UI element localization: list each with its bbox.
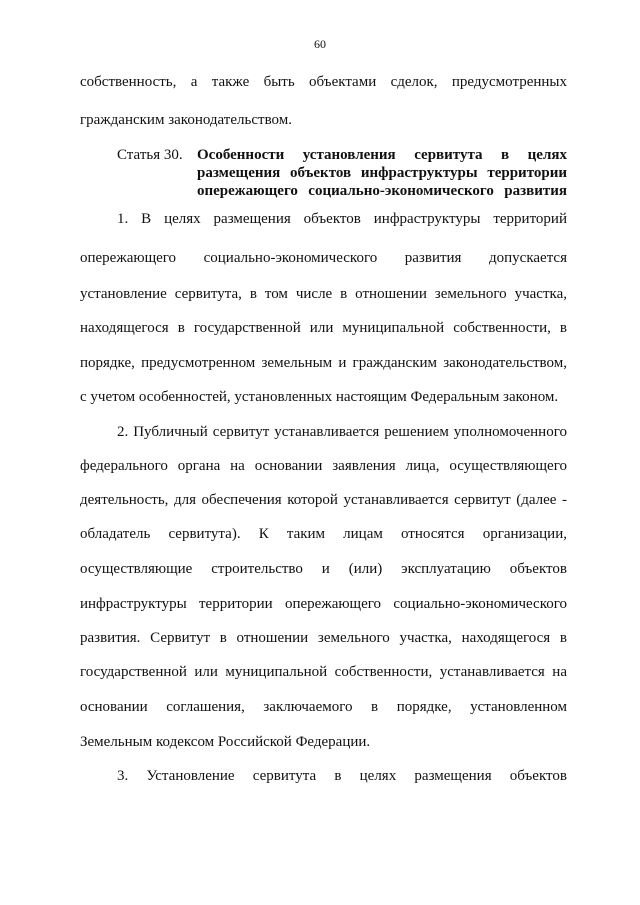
text-line: деятельность, для обеспечения которой устанавливается сервитут (далее - xyxy=(80,492,567,508)
text-line: федерального органа на основании заявления лица, осуществляющего xyxy=(80,458,567,474)
text-line: собственность, а также быть объектами сделок, предусмотренных xyxy=(80,74,567,90)
text-line: установление сервитута, в том числе в отношении земельного участка, xyxy=(80,286,567,302)
text-line: с учетом особенностей, установленных настоящим Федеральным законом. xyxy=(80,389,559,405)
article-label: Статья 30. xyxy=(117,147,183,163)
text-line: инфраструктуры территории опережающего социально-экономического xyxy=(80,596,567,612)
article-title-line: размещения объектов инфраструктуры территории xyxy=(197,165,567,181)
text-line: порядке, предусмотренном земельным и гражданским законодательством, xyxy=(80,355,567,371)
article-title xyxy=(197,146,567,200)
text-line: обладатель сервитута). К таким лицам относятся организации, xyxy=(80,526,567,542)
text-line: находящегося в государственной или муниципальной собственности, в xyxy=(80,320,567,336)
page-number: 60 xyxy=(314,37,326,51)
text-line: гражданским законодательством. xyxy=(80,112,292,128)
text-line: опережающего социально-экономического развития допускается xyxy=(80,250,567,266)
article-title-line: Особенности установления сервитута в целях xyxy=(197,147,567,163)
text-line: государственной или муниципальной собственности, устанавливается на xyxy=(80,664,567,680)
text-line: 1. В целях размещения объектов инфраструктуры территорий xyxy=(117,211,567,227)
text-line: 2. Публичный сервитут устанавливается решением уполномоченного xyxy=(117,424,567,440)
article-title-line: опережающего социально-экономического развития xyxy=(197,183,567,199)
text-line: осуществляющие строительство и (или) эксплуатацию объектов xyxy=(80,561,567,577)
text-line: Земельным кодексом Российской Федерации. xyxy=(80,734,371,750)
text-line: основании соглашения, заключаемого в порядке, установленном xyxy=(80,699,567,715)
text-line: 3. Установление сервитута в целях размещения объектов xyxy=(117,768,567,784)
text-line: развития. Сервитут в отношении земельного участка, находящегося в xyxy=(80,630,567,646)
